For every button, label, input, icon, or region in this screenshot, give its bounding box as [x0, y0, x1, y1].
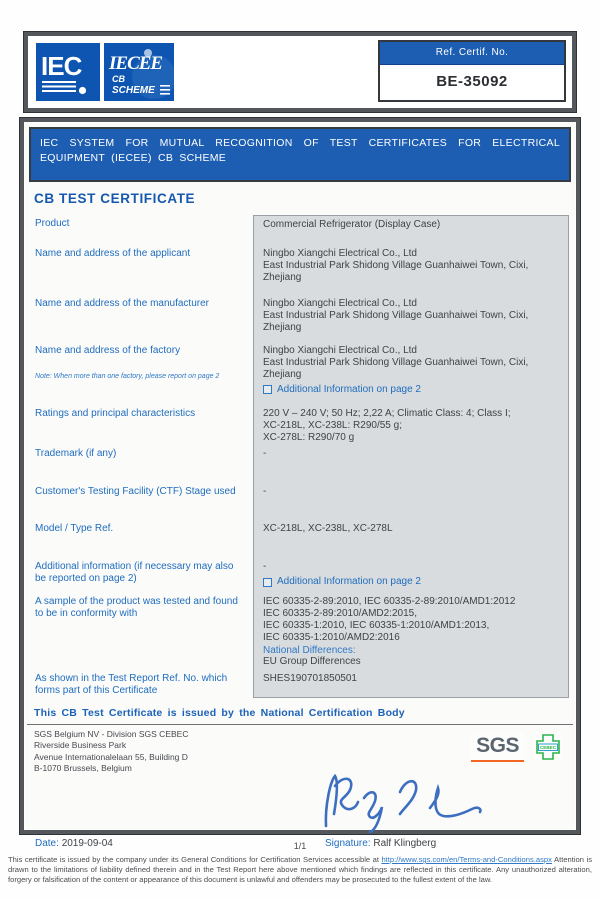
trademark-value: - — [263, 448, 267, 460]
product-value: Commercial Refrigerator (Display Case) — [263, 219, 441, 231]
manufacturer-line: Ningbo Xiangchi Electrical Co., Ltd — [263, 298, 417, 310]
ncb-name: SGS Belgium NV - Division SGS CEBEC — [34, 729, 189, 740]
field-row-test-report — [24, 670, 576, 698]
page-title: CB TEST CERTIFICATE — [34, 191, 196, 207]
ctf-label: Customer's Testing Facility (CTF) Stage used — [35, 486, 236, 498]
svg-text:CEBEC: CEBEC — [539, 745, 557, 751]
factory-line: Ningbo Xiangchi Electrical Co., Ltd — [263, 345, 417, 357]
product-label: Product — [35, 218, 70, 230]
signatory-name: Ralf Klingberg — [373, 837, 437, 849]
conformity-label: A sample of the product was tested and found to be in conformity with — [35, 596, 238, 620]
iecee-cb-scheme-logo — [104, 43, 174, 101]
logo-strip — [36, 43, 174, 101]
additional-info-flag-label: Additional Information on page 2 — [277, 576, 421, 588]
applicant-line: East Industrial Park Shidong Village Guanhaiwei Town, Cixi, — [263, 260, 529, 272]
additional-info-value: - — [263, 561, 267, 573]
ncb-block — [34, 729, 576, 773]
field-row-ratings — [24, 405, 576, 445]
factory-note: Note: When more than one factory, please report on page 2 — [35, 373, 220, 381]
ncb-address-line: Avenue Internationalelaan 55, Building D — [34, 751, 188, 762]
cebec-logo — [534, 733, 562, 766]
applicant-label: Name and address of the applicant — [35, 248, 191, 260]
applicant-line: Ningbo Xiangchi Electrical Co., Ltd — [263, 248, 417, 260]
issuer-statement: This CB Test Certificate is issued by the National Certification Body — [34, 707, 405, 720]
sgs-logo: SGS — [471, 733, 524, 762]
checkbox-icon[interactable] — [263, 385, 272, 394]
field-row-model — [24, 520, 576, 558]
ref-certif-number: BE-35092 — [436, 73, 508, 90]
manufacturer-line: Zhejiang — [263, 322, 302, 334]
test-report-number: SHES190701850501 — [263, 673, 357, 685]
factory-additional-info-label: Additional Information on page 2 — [277, 383, 421, 395]
standard-line: IEC 60335-1:2010, IEC 60335-1:2010/AMD1:2013, — [263, 620, 490, 632]
signature-zone — [24, 774, 576, 836]
additional-info-flag[interactable] — [263, 576, 560, 588]
field-row-additional-info — [24, 558, 576, 593]
applicant-line: Zhejiang — [263, 272, 302, 284]
checkbox-icon[interactable] — [263, 578, 272, 587]
ratings-label: Ratings and principal characteristics — [35, 408, 196, 420]
iec-logo — [36, 43, 100, 101]
field-row-applicant — [24, 245, 576, 295]
legal-text — [8, 855, 592, 885]
svg-text:IECEE: IECEE — [109, 53, 163, 74]
scheme-banner: IEC SYSTEM FOR MUTUAL RECOGNITION OF TEST CERTIFICATES FOR ELECTRICAL EQUIPMENT (IECEE) CB SCHEME — [29, 127, 571, 182]
test-report-label: As shown in the Test Report Ref. No. which forms part of this Certificate — [35, 673, 228, 697]
svg-text:IEC: IEC — [41, 51, 82, 81]
ref-certif-box — [378, 40, 566, 102]
field-row-ctf — [24, 483, 576, 520]
factory-additional-info-flag[interactable] — [263, 384, 560, 396]
ref-certif-label: Ref. Certif. No. — [380, 42, 564, 65]
ratings-line: 220 V – 240 V; 50 Hz; 2,22 A; Climatic Class: 4; Class I; — [263, 408, 511, 420]
trademark-label: Trademark (if any) — [35, 448, 117, 460]
ncb-address — [34, 729, 188, 773]
ncb-address-line: B-1070 Brussels, Belgium — [34, 762, 132, 773]
ctf-value: - — [263, 486, 267, 498]
ratings-line: XC-278L: R290/70 g — [263, 432, 355, 444]
legal-post: Attention is drawn to the limitations of liability defined therein and in the Test Report here above mentioned which findings are reflected in this certificate. Any unauthorized alteration, forgery or falsification of the content or appearance of this document is unlawful and offenders may be prosecuted to the fullest extent of the law. — [8, 855, 592, 884]
field-row-trademark — [24, 445, 576, 483]
additional-info-label: Additional information (if necessary may also be reported on page 2) — [35, 561, 234, 585]
field-row-conformity — [24, 593, 576, 670]
model-label: Model / Type Ref. — [35, 523, 114, 535]
svg-text:CB: CB — [112, 74, 125, 84]
field-row-product — [24, 215, 576, 245]
standard-line: IEC 60335-2-89:2010, IEC 60335-2-89:2010/AMD1:2012 — [263, 596, 516, 608]
ratings-line: XC-218L, XC-238L: R290/55 g; — [263, 420, 402, 432]
factory-line: East Industrial Park Shidong Village Guanhaiwei Town, Cixi, — [263, 357, 529, 369]
factory-label: Name and address of the factory — [35, 345, 181, 357]
date-value: 2019-09-04 — [61, 837, 113, 849]
header-frame — [24, 32, 576, 112]
handwritten-signature — [312, 768, 492, 834]
date-label: Date: — [35, 837, 59, 849]
legal-pre: This certificate is issued by the company under its General Conditions for Certification Services accessible at — [8, 855, 382, 864]
divider — [27, 724, 573, 725]
model-value: XC-218L, XC-238L, XC-278L — [263, 523, 393, 535]
field-row-factory — [24, 342, 576, 405]
terms-link[interactable]: http://www.sgs.com/en/Terms-and-Conditions.aspx — [381, 855, 552, 864]
field-row-manufacturer — [24, 295, 576, 342]
ncb-address-line: Riverside Business Park — [34, 740, 127, 751]
fields-table — [24, 215, 576, 698]
national-differences-label: National Differences: — [263, 644, 356, 656]
manufacturer-label: Name and address of the manufacturer — [35, 298, 209, 310]
svg-text:SCHEME: SCHEME — [112, 85, 155, 96]
standard-line: IEC 60335-1:2010/AMD2:2016 — [263, 631, 400, 643]
page-number: 1/1 — [293, 841, 307, 851]
signature-label: Signature: — [325, 837, 371, 849]
eu-group-differences: EU Group Differences — [263, 656, 361, 668]
factory-line: Zhejiang — [263, 369, 302, 381]
standard-line: IEC 60335-2-89:2010/AMD2:2015, — [263, 608, 417, 620]
manufacturer-line: East Industrial Park Shidong Village Guanhaiwei Town, Cixi, — [263, 310, 529, 322]
